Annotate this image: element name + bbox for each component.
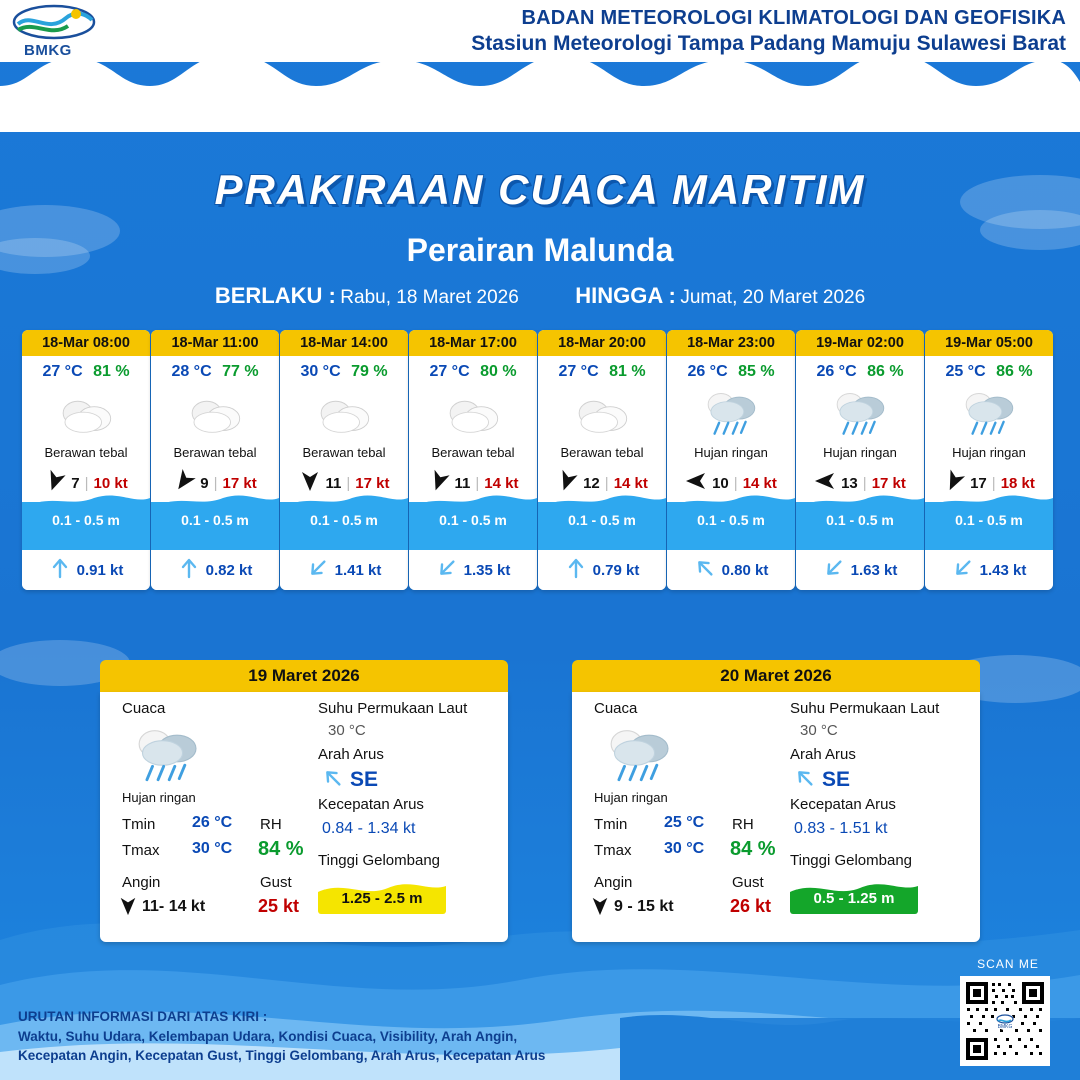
cloudy-icon [280,383,408,445]
agency-title [100,7,1080,56]
rain-icon [925,383,1053,445]
validity-to-label: HINGGA : [575,283,676,308]
hourly-card-current [667,550,795,590]
hourly-card-temperature: 28 °C [171,363,212,380]
hourly-card-temp-row [280,356,408,383]
hourly-card-temperature: 26 °C [816,363,857,380]
hourly-card-current [151,550,279,590]
hourly-card [409,330,537,590]
hourly-card-temp-row [796,356,924,383]
hourly-card-humidity: 77 % [222,363,259,380]
hourly-card-wave [22,502,150,550]
hourly-card-current-speed: 0.82 kt [205,561,253,579]
hourly-card-wave [409,502,537,550]
hourly-card-wind-speed: 17 kt [222,474,257,492]
cloudy-icon [538,383,666,445]
daily-wave-label: Tinggi Gelombang [318,852,441,869]
daily-current-dir-label: Arah Arus [318,746,384,763]
wind-separator: | [604,474,609,492]
legend-line-3: Kecepatan Angin, Kecepatan Gust, Tinggi Gelombang, Arah Arus, Kecepatan Arus [18,1048,546,1064]
daily-current-speed-label: Kecepatan Arus [790,796,896,813]
hourly-card-current-speed: 0.80 kt [721,561,769,579]
daily-wave-value: 1.25 - 2.5 m [341,890,423,907]
hourly-card-condition: Berawan tebal [44,445,128,460]
daily-current-speed-label: Kecepatan Arus [318,796,424,813]
daily-wave-label: Tinggi Gelombang [790,852,913,869]
wind-separator: | [862,474,867,492]
hourly-card-wave [667,502,795,550]
hourly-card-current [22,550,150,590]
hourly-card-wind-speed: 14 kt [613,474,648,492]
wind-separator: | [475,474,480,492]
daily-sst-label: Suhu Permukaan Laut [318,700,468,717]
hourly-card-time: 19-Mar 05:00 [925,330,1053,356]
daily-forecast-panel [100,660,508,942]
daily-wind-direction-arrow-icon [590,896,610,921]
hourly-card-current-speed: 0.91 kt [76,561,124,579]
daily-tmin-label: Tmin [122,816,156,833]
hourly-card-wave-height: 0.1 - 0.5 m [826,512,894,528]
legend-note [18,1007,545,1066]
hourly-card-condition: Hujan ringan [694,445,768,460]
hourly-card-time: 18-Mar 11:00 [151,330,279,356]
bmkg-logo [8,2,100,60]
current-direction-arrow-icon [823,556,845,585]
hourly-card [280,330,408,590]
rain-icon [796,383,924,445]
daily-weather-label: Cuaca [122,700,166,717]
daily-wave-badge [790,880,918,914]
cloudy-icon [151,383,279,445]
agency-line-1: BADAN METEOROLOGI KLIMATOLOGI DAN GEOFISIKA [521,6,1066,29]
hourly-card [925,330,1053,590]
rain-icon [128,724,206,791]
current-direction-arrow-icon [694,556,716,585]
daily-forecast-panel [572,660,980,942]
hourly-card-condition: Hujan ringan [952,445,1026,460]
wind-separator: | [213,474,218,492]
hourly-card-temp-row [925,356,1053,383]
hourly-forecast-row [22,330,1062,590]
daily-current-dir-label: Arah Arus [790,746,856,763]
current-direction-arrow-icon [307,556,329,585]
legend-line-1: URUTAN INFORMASI DARI ATAS KIRI : [18,1009,268,1025]
daily-tmax-label: Tmax [122,842,160,859]
hourly-card-temperature: 26 °C [687,363,728,380]
hourly-card-wind-dir: 11 [454,474,471,492]
daily-condition: Hujan ringan [594,790,668,805]
daily-wind-value: 9 - 15 kt [614,898,674,915]
daily-gust-value: 25 kt [258,896,300,916]
svg-text:BMKG: BMKG [997,1024,1013,1030]
page-header [0,0,1080,62]
hourly-card-wind-dir: 7 [71,474,80,492]
daily-tmax-value: 30 °C [192,840,233,857]
daily-rh-value: 84 % [258,838,304,860]
hourly-card-wave [538,502,666,550]
hourly-card-time: 19-Mar 02:00 [796,330,924,356]
daily-current-dir-value: SE [350,768,379,791]
legend-line-2: Waktu, Suhu Udara, Kelembapan Udara, Kondisi Cuaca, Visibility, Arah Angin, [18,1028,518,1044]
hourly-card-condition: Berawan tebal [560,445,644,460]
daily-rh-label: RH [260,816,282,833]
daily-current-direction-arrow-icon [794,766,816,795]
daily-current-direction-arrow-icon [322,766,344,795]
validity-from-value: Rabu, 18 Maret 2026 [340,287,519,308]
daily-weather-label: Cuaca [594,700,638,717]
hourly-card-wave-height: 0.1 - 0.5 m [52,512,120,528]
hourly-card-current-speed: 1.43 kt [979,561,1027,579]
hourly-card-temperature: 30 °C [300,363,341,380]
daily-gust-value: 26 kt [730,896,772,916]
hourly-card-time: 18-Mar 08:00 [22,330,150,356]
current-direction-arrow-icon [178,556,200,585]
hourly-card-wind-speed: 18 kt [1000,474,1035,492]
hourly-card-temperature: 27 °C [558,363,599,380]
hourly-card-current-speed: 1.35 kt [463,561,511,579]
hourly-card-condition: Berawan tebal [302,445,386,460]
daily-current-dir-value: SE [822,768,851,791]
daily-panel-body [572,692,980,942]
hourly-card-humidity: 85 % [738,363,775,380]
daily-wind-label: Angin [122,874,161,891]
hourly-card-temp-row [409,356,537,383]
hourly-card-wave-height: 0.1 - 0.5 m [439,512,507,528]
current-direction-arrow-icon [436,556,458,585]
hourly-card-current [925,550,1053,590]
wind-separator: | [991,474,996,492]
hourly-card-wind-speed: 17 kt [355,474,390,492]
daily-tmax-value: 30 °C [664,840,705,857]
hourly-card-wave-height: 0.1 - 0.5 m [181,512,249,528]
current-direction-arrow-icon [565,556,587,585]
hourly-card [667,330,795,590]
wind-separator: | [84,474,89,492]
daily-wind-value: 11- 14 kt [142,898,206,915]
validity-to-value: Jumat, 20 Maret 2026 [680,287,866,308]
cloudy-icon [409,383,537,445]
hourly-card-temp-row [538,356,666,383]
hourly-card-temp-row [667,356,795,383]
hourly-card-wind-dir: 17 [970,474,987,492]
hourly-card-temperature: 27 °C [429,363,470,380]
daily-wind-label: Angin [594,874,633,891]
hourly-card-time: 18-Mar 14:00 [280,330,408,356]
scan-me-label: SCAN ME [977,957,1039,971]
daily-wind-direction-arrow-icon [118,896,138,921]
hourly-card-wave-height: 0.1 - 0.5 m [568,512,636,528]
daily-tmin-value: 25 °C [664,814,705,831]
daily-panel-date: 20 Maret 2026 [572,660,980,692]
daily-panel-body [100,692,508,942]
validity-to [575,283,865,309]
hourly-card-current [538,550,666,590]
hourly-card-condition: Berawan tebal [431,445,515,460]
validity-from [215,283,519,309]
hourly-card [796,330,924,590]
bmkg-logo-text: BMKG [24,42,72,59]
daily-current-speed-value: 0.83 - 1.51 kt [794,820,888,837]
daily-tmax-label: Tmax [594,842,632,859]
hourly-card-current [280,550,408,590]
hourly-card-time: 18-Mar 20:00 [538,330,666,356]
hourly-card-current [796,550,924,590]
daily-rh-label: RH [732,816,754,833]
hourly-card-wave [280,502,408,550]
daily-condition: Hujan ringan [122,790,196,805]
hourly-card-current-speed: 0.79 kt [592,561,640,579]
hourly-card-wind-speed: 14 kt [484,474,519,492]
daily-wave-badge [318,880,446,914]
current-direction-arrow-icon [49,556,71,585]
hourly-card-humidity: 79 % [351,363,388,380]
hourly-card-wave [925,502,1053,550]
hourly-card-current-speed: 1.63 kt [850,561,898,579]
hourly-card-temperature: 25 °C [945,363,986,380]
daily-tmin-label: Tmin [594,816,628,833]
hourly-card-temperature: 27 °C [42,363,83,380]
hourly-card-wave-height: 0.1 - 0.5 m [955,512,1023,528]
wind-separator: | [733,474,738,492]
hourly-card-condition: Hujan ringan [823,445,897,460]
hourly-card-wave-height: 0.1 - 0.5 m [697,512,765,528]
hourly-card-humidity: 86 % [867,363,904,380]
hourly-card-time: 18-Mar 17:00 [409,330,537,356]
daily-panel-date: 19 Maret 2026 [100,660,508,692]
hourly-card-wind-speed: 14 kt [742,474,777,492]
hourly-card-wind-dir: 13 [841,474,858,492]
hourly-card-wind-dir: 9 [200,474,209,492]
daily-sst-value: 30 °C [328,722,366,739]
hourly-card-wind-dir: 12 [583,474,600,492]
hourly-card-temp-row [22,356,150,383]
hourly-card-humidity: 81 % [609,363,646,380]
hourly-card-wave [796,502,924,550]
agency-line-2: Stasiun Meteorologi Tampa Padang Mamuju Sulawesi Barat [471,31,1066,55]
hourly-card-time: 18-Mar 23:00 [667,330,795,356]
hourly-card-condition: Berawan tebal [173,445,257,460]
daily-current-speed-value: 0.84 - 1.34 kt [322,820,416,837]
daily-wave-value: 0.5 - 1.25 m [813,890,895,907]
cloud-band-divider [0,52,1080,122]
daily-gust-label: Gust [260,874,292,891]
hourly-card [151,330,279,590]
page-title: PRAKIRAAN CUACA MARITIM [214,166,866,213]
daily-rh-value: 84 % [730,838,776,860]
hourly-card-humidity: 81 % [93,363,130,380]
page-subtitle: Perairan Malunda [406,232,674,268]
daily-gust-label: Gust [732,874,764,891]
hourly-card-current [409,550,537,590]
hourly-card-wind-dir: 10 [712,474,729,492]
scan-me-block[interactable] [960,957,1056,1066]
qr-code[interactable] [960,976,1050,1066]
rain-icon [667,383,795,445]
hourly-card-humidity: 80 % [480,363,517,380]
hourly-card-humidity: 86 % [996,363,1033,380]
cloudy-icon [22,383,150,445]
hourly-card-temp-row [151,356,279,383]
rain-icon [600,724,678,791]
hourly-card-wind-dir: 11 [325,474,342,492]
hourly-card-wind-speed: 10 kt [93,474,128,492]
wind-separator: | [346,474,351,492]
hourly-card-current-speed: 1.41 kt [334,561,382,579]
hourly-card-wave-height: 0.1 - 0.5 m [310,512,378,528]
hourly-card-wind-speed: 17 kt [871,474,906,492]
hourly-card [22,330,150,590]
current-direction-arrow-icon [952,556,974,585]
daily-sst-value: 30 °C [800,722,838,739]
hourly-card-wave [151,502,279,550]
validity-from-label: BERLAKU : [214,283,336,308]
daily-tmin-value: 26 °C [192,814,233,831]
validity-row [0,283,1080,309]
hourly-card [538,330,666,590]
daily-sst-label: Suhu Permukaan Laut [790,700,940,717]
